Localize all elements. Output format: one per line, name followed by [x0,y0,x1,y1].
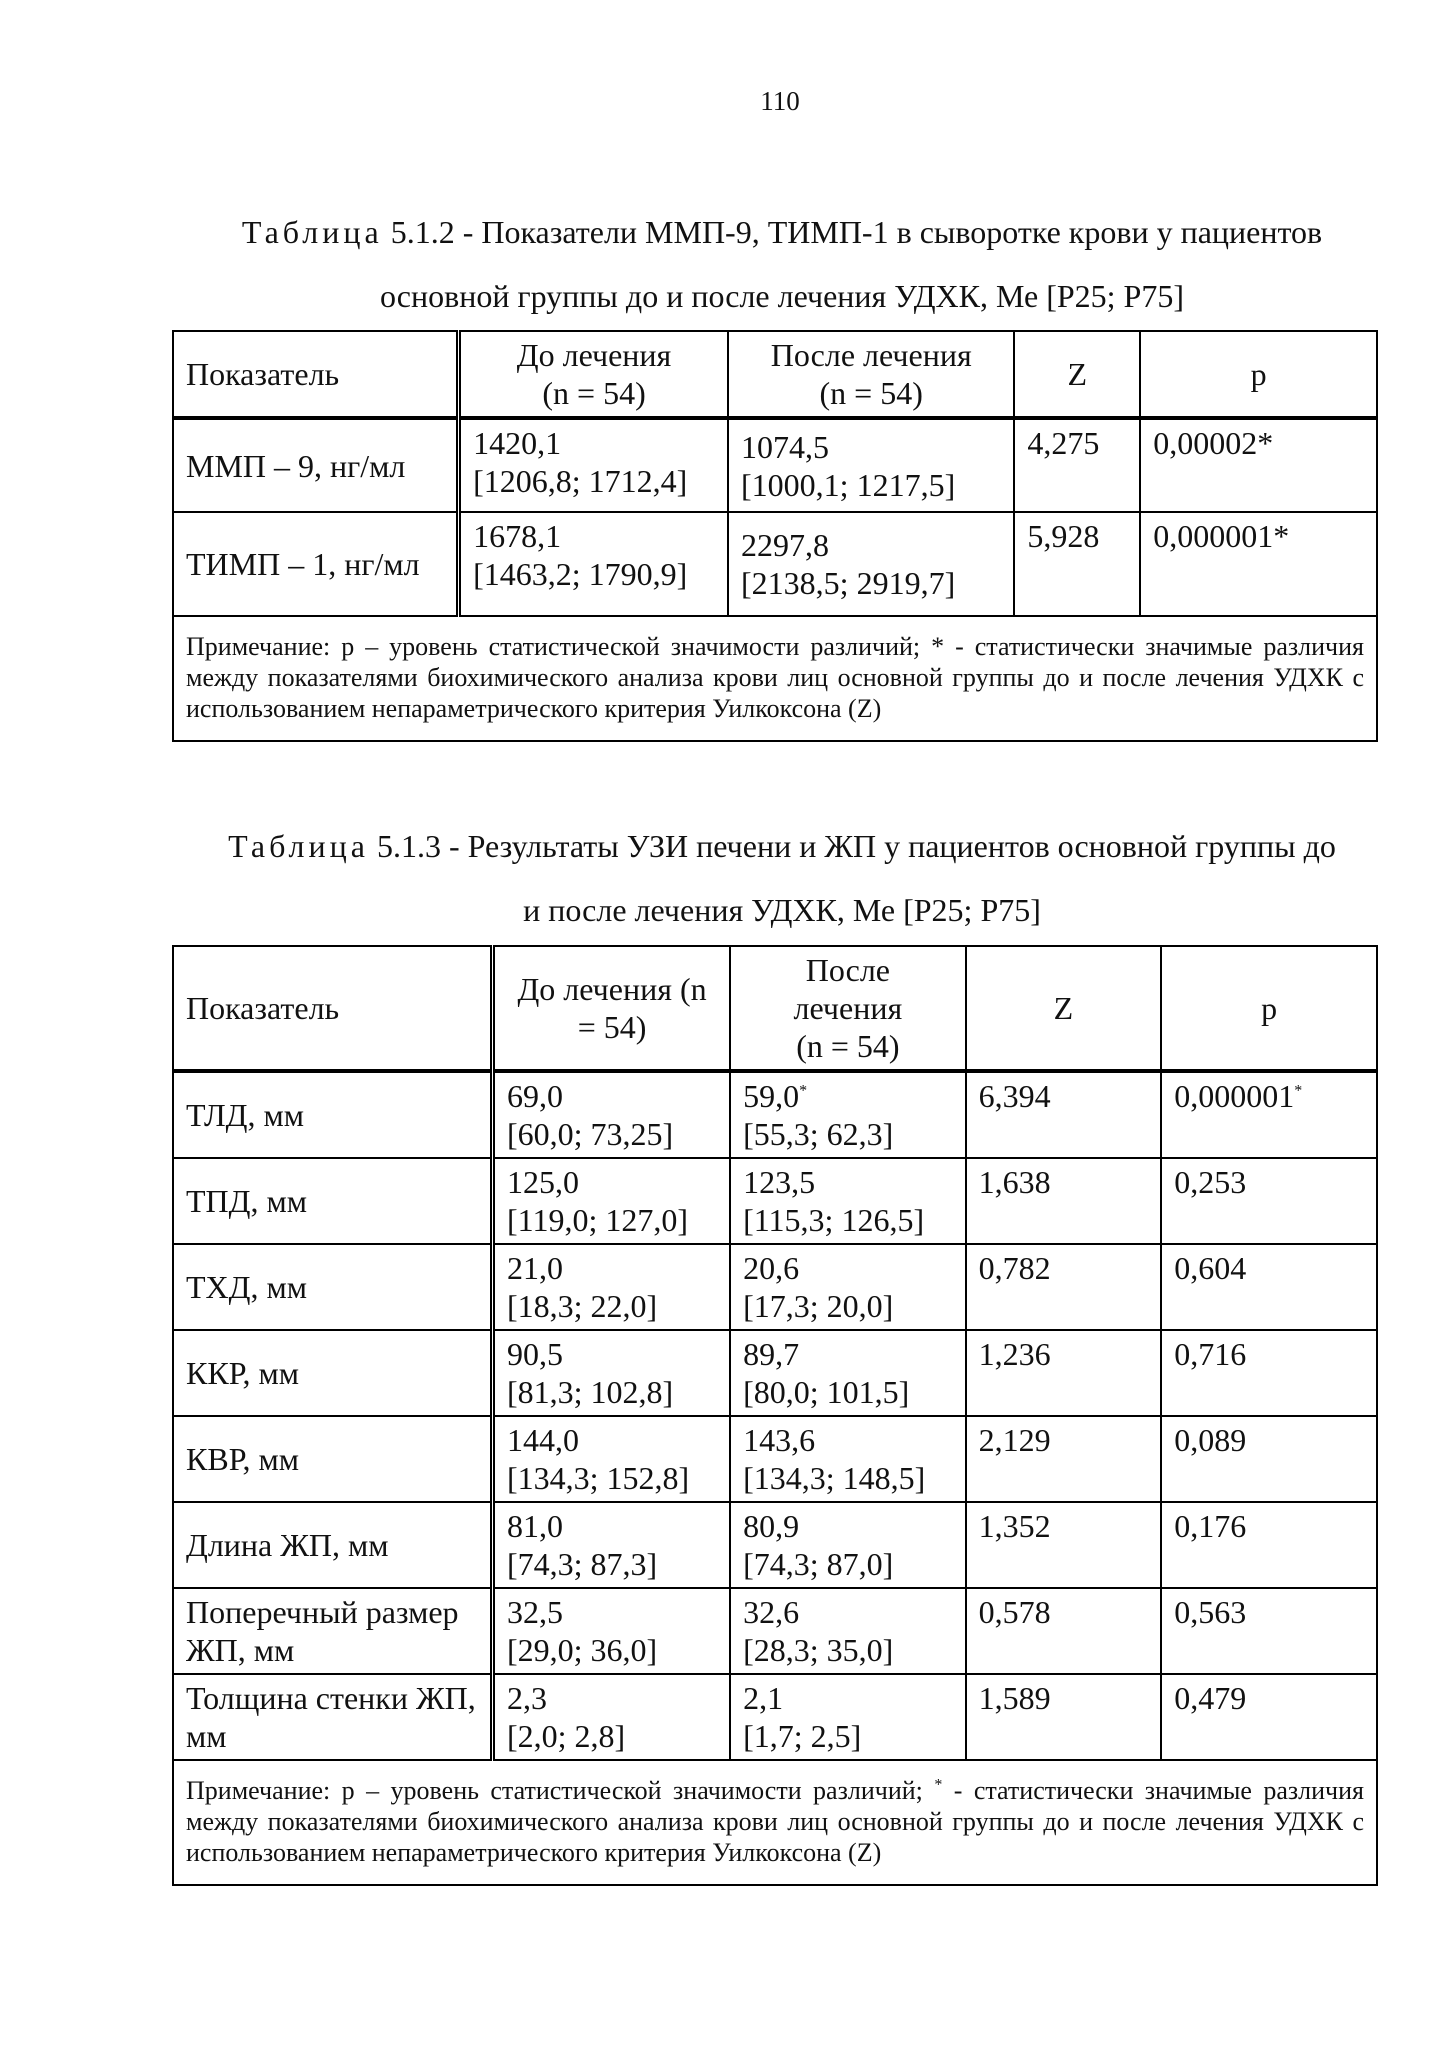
table2-before-median: 125,0 [507,1164,579,1200]
table2-row-before [493,1416,731,1502]
table2-row-name: КВР, мм [173,1416,493,1502]
table2-caption-line2: и после лечения УДХК, Ме [P25; P75] [523,892,1041,928]
table2-before-iqr: [74,3; 87,3] [507,1546,658,1582]
table-row [173,1674,1377,1760]
table2-header-after [730,946,966,1071]
table2-before-iqr: [29,0; 36,0] [507,1632,658,1668]
table2-after-iqr: [55,3; 62,3] [743,1116,894,1152]
table1-header-indicator: Показатель [173,331,459,418]
table2-before-median: 21,0 [507,1250,563,1286]
table2-after-median: 80,9 [743,1508,800,1544]
table2-row-z: 1,589 [966,1674,1162,1760]
table2-after-median: 123,5 [743,1164,816,1200]
table2-before-iqr: [81,3; 102,8] [507,1374,674,1410]
table-row [173,1071,1377,1158]
table2-header-p: р [1161,946,1377,1071]
table2-row-z: 6,394 [966,1071,1162,1158]
table2-after-median-line [743,1335,953,1373]
table2-row-p [1161,1502,1377,1588]
table1-header-z: Z [1014,331,1140,418]
table2-header-before-l2: = 54) [577,1009,647,1045]
table2-row-name: ТПД, мм [173,1158,493,1244]
table2-after-median-line [743,1421,953,1459]
table2-row-z: 0,782 [966,1244,1162,1330]
table2-before-median: 69,0 [507,1078,563,1114]
table2-after-median-line [743,1679,953,1717]
table2 [172,945,1378,1886]
table2-after-iqr: [74,3; 87,0] [743,1546,894,1582]
table2-after-median: 143,6 [743,1422,816,1458]
table1-row-z: 4,275 [1014,418,1140,512]
table2-row-before [493,1244,731,1330]
table2-caption [172,814,1392,942]
table2-after-iqr: [80,0; 101,5] [743,1374,910,1410]
table2-note-part1: Примечание: р – уровень статистической значимости различий; [186,1776,935,1805]
table2-p-value: 0,479 [1174,1680,1247,1716]
table2-caption-line1 [172,814,1392,878]
table2-after-median-line [743,1593,953,1631]
table2-p-asterisk: * [1294,1082,1303,1100]
table1-header-row [173,331,1377,418]
table2-row-after [730,1502,966,1588]
table2-row-p [1161,1416,1377,1502]
table-row [173,1330,1377,1416]
table2-row-name: ККР, мм [173,1330,493,1416]
table2-before-iqr: [2,0; 2,8] [507,1718,626,1754]
table-row [173,1502,1377,1588]
table2-after-iqr: [1,7; 2,5] [743,1718,862,1754]
table2-before-median: 2,3 [507,1680,547,1716]
table2-row-name: ТЛД, мм [173,1071,493,1158]
page-number: 110 [760,86,800,116]
table2-row-before [493,1071,731,1158]
table2-row-p [1161,1674,1377,1760]
table2-after-median-line [743,1077,953,1115]
table-row [173,1158,1377,1244]
table2-before-median: 144,0 [507,1422,579,1458]
table1-caption-line1 [172,200,1392,264]
table2-header-after-l2: лечения [793,990,903,1026]
table2-header-z: Z [966,946,1162,1071]
table2-row-before [493,1330,731,1416]
table2-after-iqr: [115,3; 126,5] [743,1202,925,1238]
table2-after-median-line [743,1249,953,1287]
table-row [173,418,1377,512]
table2-row-name: Толщина стенки ЖП, мм [173,1674,493,1760]
table1-before-median: 1678,1 [473,518,562,554]
table2-header-after-l3: (n = 54) [796,1028,900,1064]
table1-row-name: ТИМП – 1, нг/мл [173,512,459,616]
table1-caption-prefix: Таблица [241,214,383,250]
table2-note [173,1760,1377,1885]
table2-row-z: 1,638 [966,1158,1162,1244]
table2-row-p [1161,1330,1377,1416]
table2-before-median: 90,5 [507,1336,563,1372]
table2-row-after [730,1244,966,1330]
table2-row-p [1161,1158,1377,1244]
table2-before-median: 81,0 [507,1508,563,1544]
table2-row-p [1161,1071,1377,1158]
table2-after-median: 32,6 [743,1594,800,1630]
table1-row-p: 0,000001* [1140,512,1377,616]
table2-after-median: 59,0 [743,1078,800,1114]
table2-caption-text: 5.1.3 - Результаты УЗИ печени и ЖП у пациентов основной группы до [368,828,1336,864]
table2-after-median: 2,1 [743,1680,784,1716]
table2-p-value: 0,176 [1174,1508,1247,1544]
table2-after-median-line [743,1163,953,1201]
table2-row-after [730,1071,966,1158]
table2-p-value: 0,716 [1174,1336,1247,1372]
table2-row-after [730,1588,966,1674]
table2-caption-prefix: Таблица [228,828,369,864]
table2-after-iqr: [17,3; 20,0] [743,1288,894,1324]
table1-caption-text: 5.1.2 - Показатели ММП-9, ТИМП-1 в сыворотке крови у пациентов [382,214,1323,250]
table2-p-value: 0,000001 [1174,1078,1295,1114]
table2-row-before [493,1588,731,1674]
table2-header-before [493,946,731,1071]
table-row [173,512,1377,616]
table1-note-row [173,616,1377,741]
table1-after-median: 1074,5 [741,428,830,465]
table2-row-z: 1,236 [966,1330,1162,1416]
table2-note-asterisk: * [934,1776,943,1794]
table2-p-value: 0,563 [1174,1594,1247,1630]
table1-row-z: 5,928 [1014,512,1140,616]
table1-before-median: 1420,1 [473,425,562,461]
table1-header-before-l1: До лечения [516,337,672,373]
table1-row-after [728,512,1014,616]
table2-row-name: ТХД, мм [173,1244,493,1330]
table2-header-before-l1: До лечения (n [517,971,707,1007]
table2-row-p [1161,1244,1377,1330]
table2-header-indicator: Показатель [173,946,493,1071]
table2-row-before [493,1502,731,1588]
table2-header-after-l1: После [805,952,890,988]
table2-after-iqr: [134,3; 148,5] [743,1460,926,1496]
table2-row-p [1161,1588,1377,1674]
table2-row-z: 0,578 [966,1588,1162,1674]
table2-row-after [730,1330,966,1416]
table1-header-after-l2: (n = 54) [819,375,923,411]
table1 [172,330,1378,742]
table2-note-part2: - статистически значимые различия между показателями биохимического анализа крови лиц основной группы до и после лечения УДХК с использованием непараметрического критерия Уилкоксона (Z) [186,1776,1364,1867]
table2-row-after [730,1674,966,1760]
table2-after-iqr: [28,3; 35,0] [743,1632,894,1668]
table2-after-median: 20,6 [743,1250,800,1286]
table2-before-iqr: [18,3; 22,0] [507,1288,658,1324]
table2-p-value: 0,089 [1174,1422,1247,1458]
table1-row-before [459,418,728,512]
table2-note-row [173,1760,1377,1885]
table-row [173,1416,1377,1502]
table1-header-after-l1: После лечения [770,337,972,373]
table2-after-median: 89,7 [743,1336,800,1372]
table1-row-p: 0,00002* [1140,418,1377,512]
table1-caption-line2: основной группы до и после лечения УДХК, Ме [P25; P75] [379,278,1184,314]
table-row [173,1244,1377,1330]
table2-row-name: Поперечный размер ЖП, мм [173,1588,493,1674]
table1-after-median: 2297,8 [741,527,830,563]
table2-row-after [730,1416,966,1502]
table2-before-median: 32,5 [507,1594,563,1630]
table2-p-value: 0,604 [1174,1250,1247,1286]
table2-row-before [493,1674,731,1760]
table2-row-name: Длина ЖП, мм [173,1502,493,1588]
table2-before-iqr: [119,0; 127,0] [507,1202,689,1238]
table1-header-p: р [1140,331,1377,418]
table1-header-before [459,331,728,418]
table1-row-before [459,512,728,616]
table1-header-before-l2: (n = 54) [542,375,646,411]
table1-note: Примечание: р – уровень статистической значимости различий; * - статистически значимые различия между показателями биохимического анализа крови лиц основной группы до и после лечения УДХК с использованием непараметрического критерия Уилкоксона (Z) [173,616,1377,741]
table-row [173,1588,1377,1674]
table2-before-iqr: [60,0; 73,25] [507,1116,674,1152]
table2-row-after [730,1158,966,1244]
table1-header-after [728,331,1014,418]
table2-after-asterisk: * [799,1082,808,1100]
table2-p-value: 0,253 [1174,1164,1247,1200]
table2-row-z: 1,352 [966,1502,1162,1588]
table1-row-after [728,418,1014,512]
table1-before-iqr: [1463,2; 1790,9] [473,556,688,592]
table1-after-iqr: [1000,1; 1217,5] [741,466,956,503]
table2-row-before [493,1158,731,1244]
table2-after-median-line [743,1507,953,1545]
table1-after-iqr: [2138,5; 2919,7] [741,565,956,601]
table2-before-iqr: [134,3; 152,8] [507,1460,690,1496]
table2-header-row [173,946,1377,1071]
table2-row-z: 2,129 [966,1416,1162,1502]
table1-row-name: ММП – 9, нг/мл [173,418,459,512]
table1-before-iqr: [1206,8; 1712,4] [473,463,688,499]
table1-caption [172,200,1392,328]
